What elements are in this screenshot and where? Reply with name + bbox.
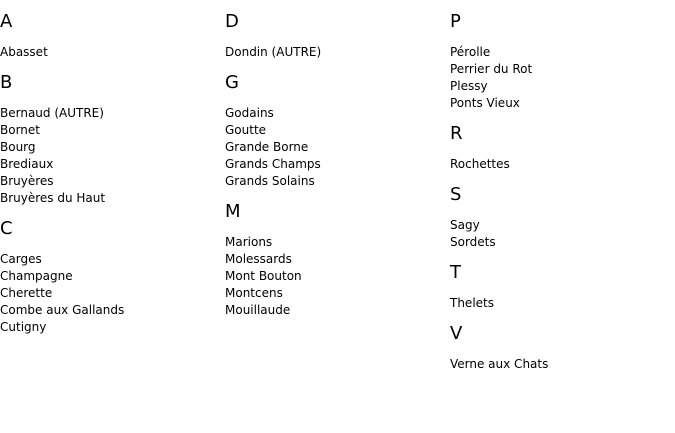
list-item <box>225 302 445 319</box>
place-link[interactable]: Goutte <box>225 123 267 137</box>
place-link[interactable]: Combe aux Gallands <box>0 303 125 317</box>
list-item <box>450 156 670 173</box>
letter-heading: M <box>225 201 241 222</box>
letter-heading: G <box>225 72 239 93</box>
place-link[interactable]: Cutigny <box>0 320 47 334</box>
place-link[interactable]: Perrier du Rot <box>450 62 533 76</box>
place-link[interactable]: Abasset <box>0 45 48 59</box>
letter-heading: V <box>450 323 463 344</box>
place-link[interactable]: Bruyères <box>0 174 54 188</box>
place-link[interactable]: Molessards <box>225 252 292 266</box>
list-item <box>0 173 220 190</box>
list-item <box>0 44 220 61</box>
letter-group-c <box>0 219 220 336</box>
list-item <box>225 122 445 139</box>
place-link[interactable]: Dondin (AUTRE) <box>225 45 322 59</box>
place-link[interactable]: Rochettes <box>450 157 510 171</box>
place-link[interactable]: Grands Solains <box>225 174 315 188</box>
letter-group-a <box>0 12 220 61</box>
list-item <box>225 44 445 61</box>
place-link[interactable]: Godains <box>225 106 274 120</box>
index-column-3 <box>450 0 670 385</box>
place-link[interactable]: Pérolle <box>450 45 491 59</box>
letter-group-g <box>225 73 445 190</box>
place-link[interactable]: Thelets <box>450 296 494 310</box>
list-item <box>450 61 670 78</box>
place-link[interactable]: Bernaud (AUTRE) <box>0 106 104 120</box>
letter-group-p <box>450 12 670 112</box>
list-item <box>0 139 220 156</box>
entry-list <box>450 217 670 251</box>
list-item <box>225 156 445 173</box>
list-item <box>225 234 445 251</box>
place-link[interactable]: Grands Champs <box>225 157 321 171</box>
place-link[interactable]: Sagy <box>450 218 480 232</box>
list-item <box>225 285 445 302</box>
entry-list <box>450 295 670 312</box>
place-link[interactable]: Mont Bouton <box>225 269 302 283</box>
list-item <box>0 319 220 336</box>
list-item <box>0 156 220 173</box>
list-item <box>450 295 670 312</box>
letter-heading: D <box>225 11 239 32</box>
letter-heading: S <box>450 184 462 205</box>
list-item <box>225 251 445 268</box>
letter-heading: R <box>450 123 463 144</box>
entry-list <box>225 105 445 190</box>
entry-list <box>0 105 220 207</box>
letter-group-d <box>225 12 445 61</box>
entry-list <box>0 44 220 61</box>
place-link[interactable]: Bourg <box>0 140 36 154</box>
entry-list <box>225 44 445 61</box>
entry-list <box>450 156 670 173</box>
place-link[interactable]: Grande Borne <box>225 140 309 154</box>
list-item <box>225 173 445 190</box>
letter-group-m <box>225 202 445 319</box>
list-item <box>225 139 445 156</box>
letter-group-r <box>450 124 670 173</box>
place-link[interactable]: Sordets <box>450 235 496 249</box>
list-item <box>0 122 220 139</box>
entry-list <box>0 251 220 336</box>
place-link[interactable]: Verne aux Chats <box>450 357 549 371</box>
place-link[interactable]: Mouillaude <box>225 303 291 317</box>
list-item <box>0 105 220 122</box>
list-item <box>0 190 220 207</box>
place-link[interactable]: Bornet <box>0 123 40 137</box>
letter-group-v <box>450 324 670 373</box>
list-item <box>225 268 445 285</box>
list-item <box>0 251 220 268</box>
place-link[interactable]: Marions <box>225 235 273 249</box>
letter-heading: C <box>0 218 13 239</box>
entry-list <box>450 356 670 373</box>
place-link[interactable]: Plessy <box>450 79 488 93</box>
list-item <box>450 356 670 373</box>
place-link[interactable]: Brediaux <box>0 157 54 171</box>
letter-heading: A <box>0 11 13 32</box>
list-item <box>450 217 670 234</box>
letter-heading: B <box>0 72 13 93</box>
list-item <box>450 78 670 95</box>
letter-group-t <box>450 263 670 312</box>
list-item <box>0 268 220 285</box>
list-item <box>450 95 670 112</box>
index-column-2 <box>225 0 445 331</box>
list-item <box>450 44 670 61</box>
place-link[interactable]: Cherette <box>0 286 53 300</box>
place-link[interactable]: Carges <box>0 252 42 266</box>
letter-group-b <box>0 73 220 207</box>
place-link[interactable]: Champagne <box>0 269 73 283</box>
letter-heading: P <box>450 11 461 32</box>
entry-list <box>225 234 445 319</box>
letter-group-s <box>450 185 670 251</box>
place-link[interactable]: Ponts Vieux <box>450 96 520 110</box>
entry-list <box>450 44 670 112</box>
place-link[interactable]: Bruyères du Haut <box>0 191 106 205</box>
letter-heading: T <box>450 262 461 283</box>
index-column-1 <box>0 0 220 348</box>
place-link[interactable]: Montcens <box>225 286 283 300</box>
list-item <box>0 302 220 319</box>
list-item <box>225 105 445 122</box>
list-item <box>450 234 670 251</box>
list-item <box>0 285 220 302</box>
